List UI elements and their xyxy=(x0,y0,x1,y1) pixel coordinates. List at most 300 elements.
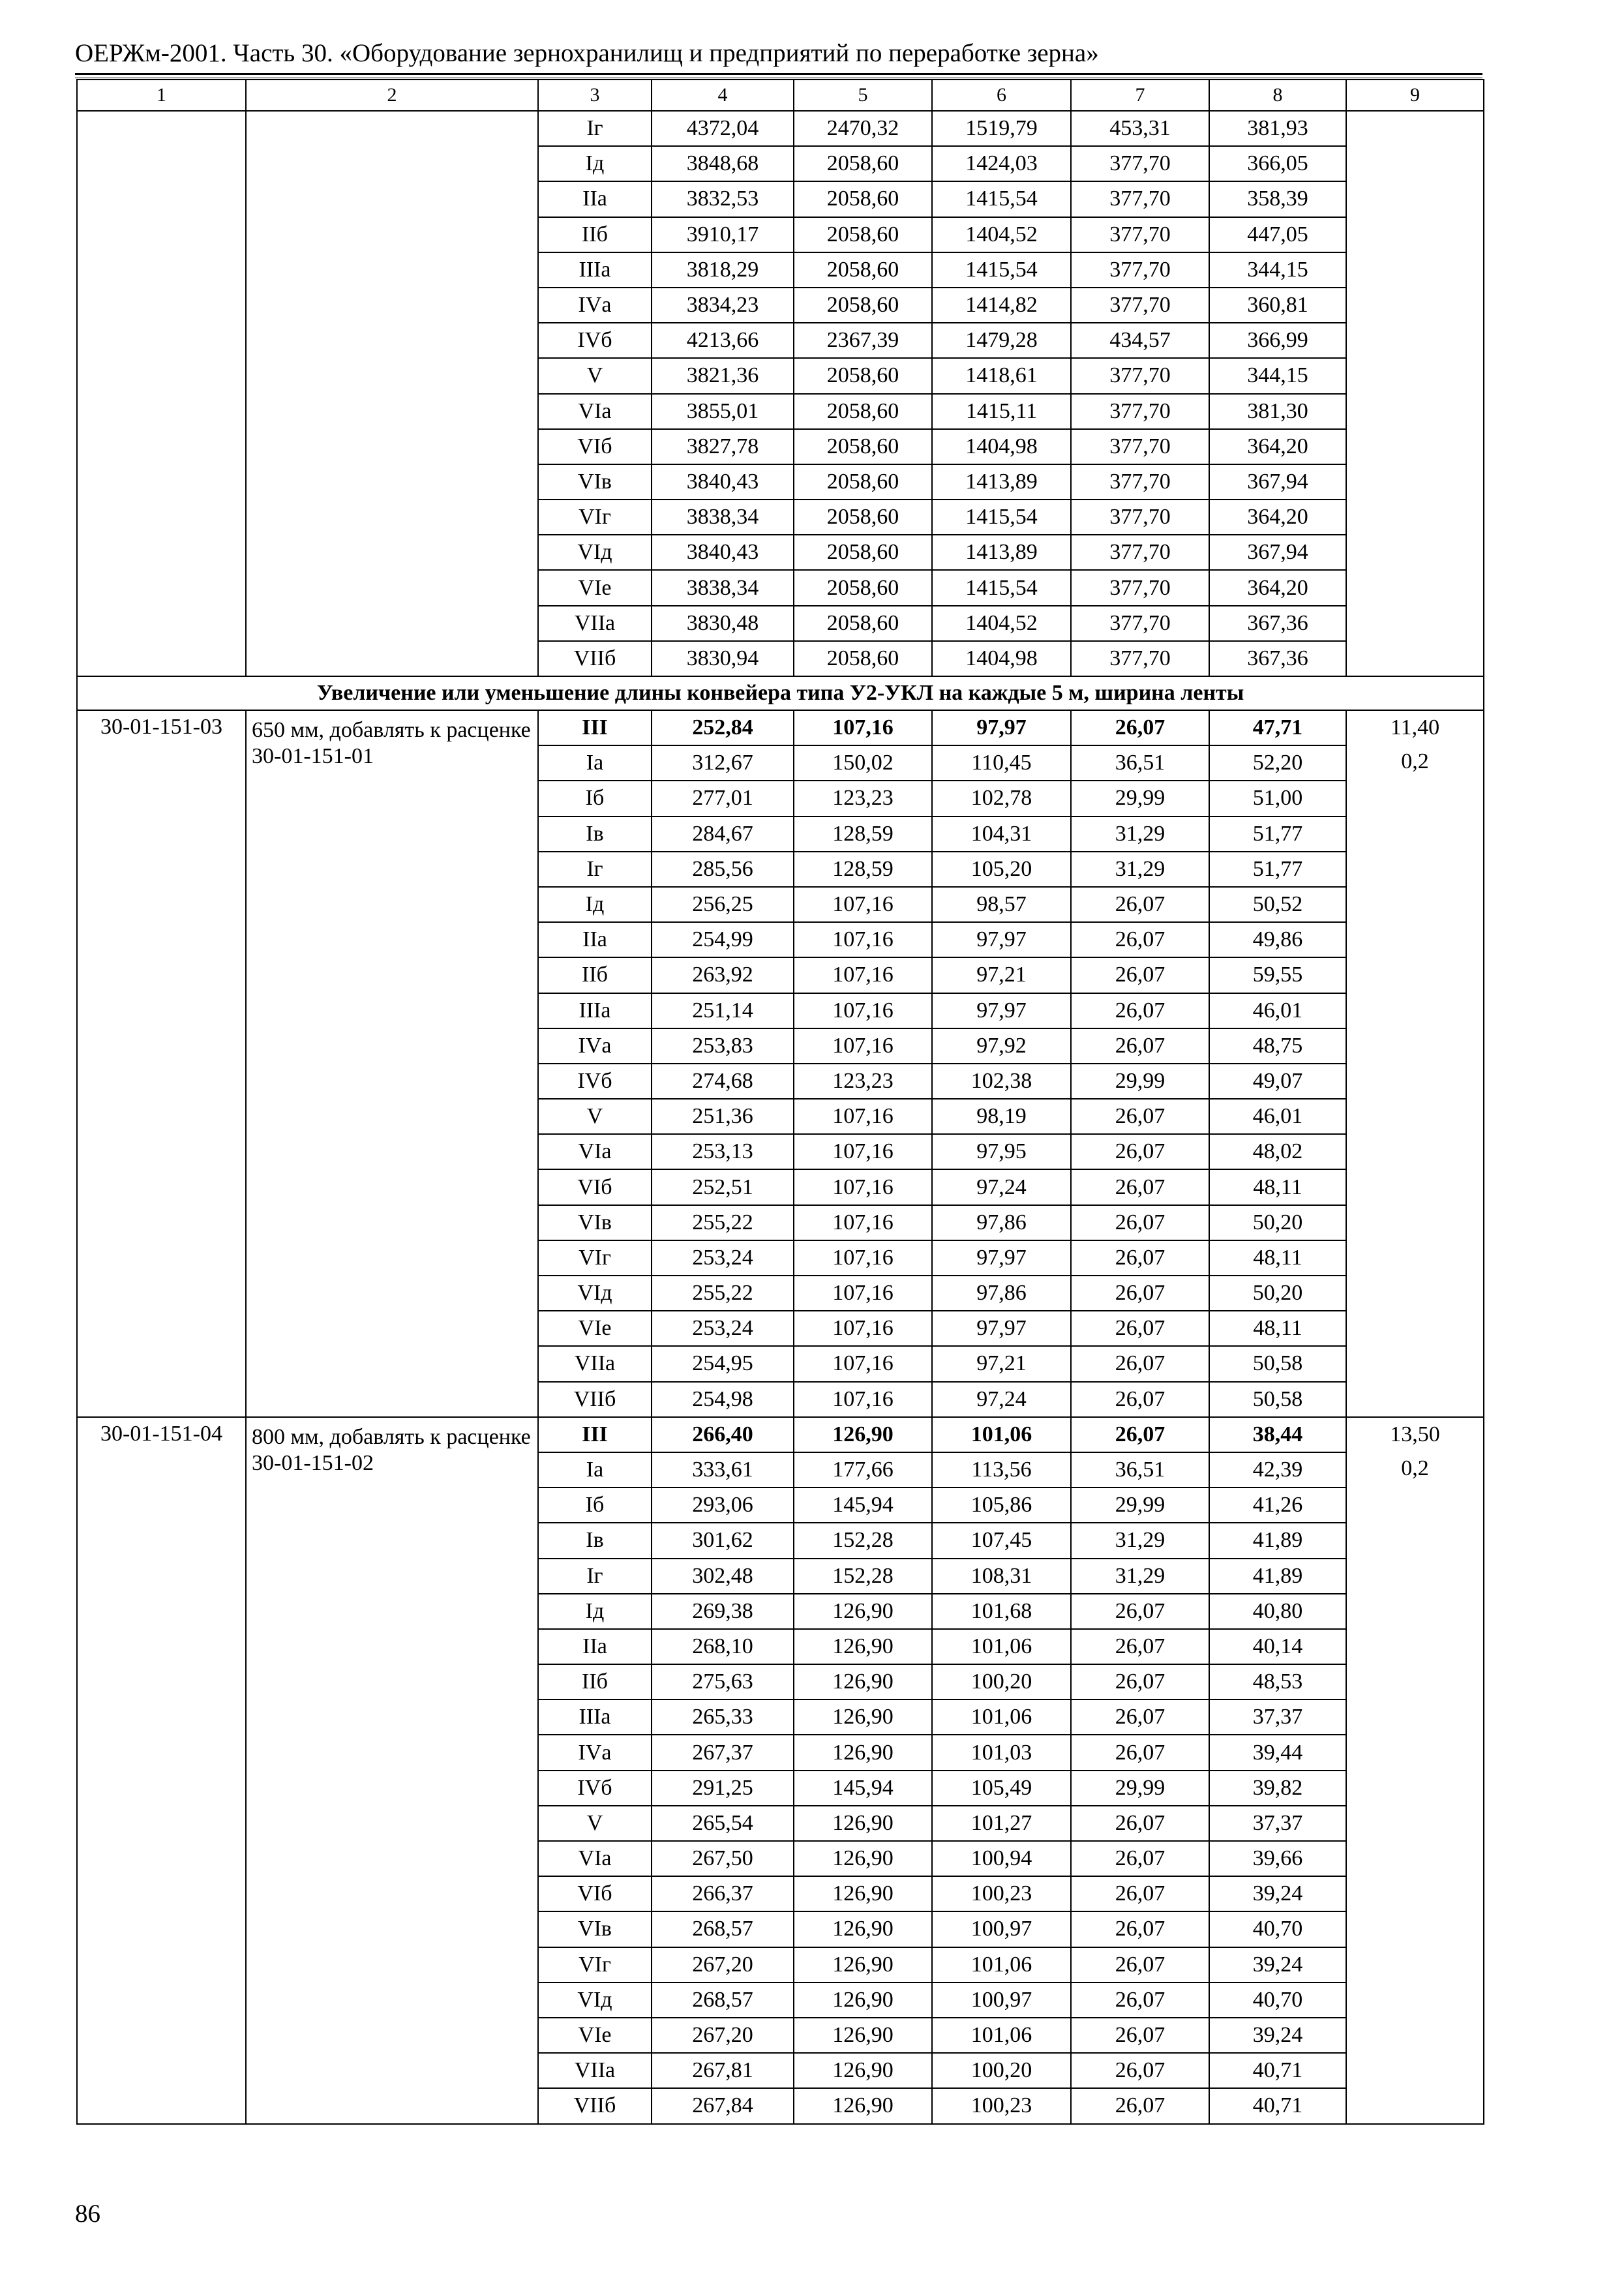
material-cost-cell: 48,75 xyxy=(1209,1028,1346,1064)
wage-cell: 126,90 xyxy=(794,1841,932,1876)
wage-cell: 2058,60 xyxy=(794,288,932,323)
region-cell: VIг xyxy=(538,500,652,535)
region-cell: VIд xyxy=(538,535,652,570)
direct-cost-cell: 3821,36 xyxy=(652,358,794,393)
machinist-labor-value: 0,2 xyxy=(1401,749,1429,773)
direct-cost-cell: 3848,68 xyxy=(652,146,794,181)
machine-cost-cell: 1415,54 xyxy=(932,252,1071,288)
wage-cell: 126,90 xyxy=(794,1594,932,1629)
material-cost-cell: 39,82 xyxy=(1209,1771,1346,1806)
machine-cost-cell: 105,86 xyxy=(932,1488,1071,1523)
machine-cost-cell: 97,97 xyxy=(932,993,1071,1028)
region-cell: VIе xyxy=(538,2018,652,2053)
rate-description: 800 мм, добавлять к расценке 30-01-151-02 xyxy=(246,1417,538,2124)
direct-cost-cell: 3818,29 xyxy=(652,252,794,288)
table-row xyxy=(77,111,1484,146)
direct-cost-cell: 3827,78 xyxy=(652,429,794,464)
machinist-wage-cell: 29,99 xyxy=(1071,1488,1209,1523)
description-cell-empty xyxy=(246,111,538,676)
machine-cost-cell: 98,57 xyxy=(932,887,1071,922)
wage-cell: 2058,60 xyxy=(794,535,932,570)
column-header: 9 xyxy=(1346,80,1484,111)
machinist-wage-cell: 26,07 xyxy=(1071,1169,1209,1204)
rate-code: 30-01-151-03 xyxy=(77,710,246,1417)
direct-cost-cell: 251,14 xyxy=(652,993,794,1028)
machine-cost-cell: 1415,54 xyxy=(932,500,1071,535)
wage-cell: 2058,60 xyxy=(794,358,932,393)
wage-cell: 2058,60 xyxy=(794,641,932,676)
machinist-wage-cell: 26,07 xyxy=(1071,1947,1209,1982)
region-cell: IIIа xyxy=(538,993,652,1028)
machine-cost-cell: 100,20 xyxy=(932,2053,1071,2088)
wage-cell: 2058,60 xyxy=(794,252,932,288)
wage-cell: 2058,60 xyxy=(794,429,932,464)
machine-cost-cell: 110,45 xyxy=(932,745,1071,781)
machine-cost-cell: 97,97 xyxy=(932,922,1071,957)
rate-description: 650 мм, добавлять к расценке 30-01-151-01 xyxy=(246,710,538,1417)
page-number: 86 xyxy=(75,2200,100,2228)
material-cost-cell: 41,89 xyxy=(1209,1559,1346,1594)
machinist-wage-cell: 26,07 xyxy=(1071,1205,1209,1240)
machine-cost-cell: 97,21 xyxy=(932,1346,1071,1381)
machinist-wage-cell: 377,70 xyxy=(1071,217,1209,252)
machine-cost-cell: 105,20 xyxy=(932,852,1071,887)
machinist-wage-cell: 26,07 xyxy=(1071,1982,1209,2018)
machinist-wage-cell: 26,07 xyxy=(1071,1876,1209,1911)
region-cell: IVа xyxy=(538,288,652,323)
labor-norms-cell xyxy=(1346,710,1484,1417)
material-cost-cell: 367,36 xyxy=(1209,606,1346,641)
wage-cell: 107,16 xyxy=(794,1169,932,1204)
wage-cell: 2058,60 xyxy=(794,394,932,429)
material-cost-cell: 360,81 xyxy=(1209,288,1346,323)
material-cost-cell: 41,26 xyxy=(1209,1488,1346,1523)
machine-cost-cell: 101,27 xyxy=(932,1806,1071,1841)
region-cell: Iг xyxy=(538,111,652,146)
machine-cost-cell: 1418,61 xyxy=(932,358,1071,393)
machinist-wage-cell: 31,29 xyxy=(1071,1559,1209,1594)
machinist-wage-cell: 26,07 xyxy=(1071,1099,1209,1134)
material-cost-cell: 39,24 xyxy=(1209,2018,1346,2053)
machine-cost-cell: 108,31 xyxy=(932,1559,1071,1594)
region-cell: IIIа xyxy=(538,1699,652,1735)
machinist-wage-cell: 26,07 xyxy=(1071,2053,1209,2088)
machinist-wage-cell: 434,57 xyxy=(1071,323,1209,358)
material-cost-cell: 38,44 xyxy=(1209,1417,1346,1452)
material-cost-cell: 50,20 xyxy=(1209,1276,1346,1311)
wage-cell: 107,16 xyxy=(794,1240,932,1276)
machine-cost-cell: 101,68 xyxy=(932,1594,1071,1629)
direct-cost-cell: 263,92 xyxy=(652,957,794,993)
machine-cost-cell: 1404,98 xyxy=(932,641,1071,676)
machinist-wage-cell: 26,07 xyxy=(1071,1276,1209,1311)
machine-cost-cell: 1413,89 xyxy=(932,464,1071,500)
region-cell: VIIб xyxy=(538,1382,652,1417)
machinist-wage-cell: 36,51 xyxy=(1071,1452,1209,1488)
header-rule-thick xyxy=(75,73,1482,75)
machine-cost-cell: 102,78 xyxy=(932,781,1071,816)
machine-cost-cell: 101,06 xyxy=(932,1699,1071,1735)
material-cost-cell: 47,71 xyxy=(1209,710,1346,745)
column-header: 5 xyxy=(794,80,932,111)
region-cell: VIв xyxy=(538,464,652,500)
material-cost-cell: 447,05 xyxy=(1209,217,1346,252)
machinist-wage-cell: 377,70 xyxy=(1071,606,1209,641)
machinist-wage-cell: 377,70 xyxy=(1071,641,1209,676)
machine-cost-cell: 1415,54 xyxy=(932,570,1071,605)
wage-cell: 126,90 xyxy=(794,1735,932,1770)
direct-cost-cell: 252,51 xyxy=(652,1169,794,1204)
region-cell: Iд xyxy=(538,1594,652,1629)
material-cost-cell: 48,53 xyxy=(1209,1664,1346,1699)
machine-cost-cell: 1415,11 xyxy=(932,394,1071,429)
material-cost-cell: 39,24 xyxy=(1209,1947,1346,1982)
machine-cost-cell: 1404,52 xyxy=(932,217,1071,252)
direct-cost-cell: 3838,34 xyxy=(652,570,794,605)
wage-cell: 2470,32 xyxy=(794,111,932,146)
material-cost-cell: 364,20 xyxy=(1209,570,1346,605)
material-cost-cell: 381,93 xyxy=(1209,111,1346,146)
machinist-wage-cell: 377,70 xyxy=(1071,288,1209,323)
material-cost-cell: 48,11 xyxy=(1209,1169,1346,1204)
machine-cost-cell: 97,24 xyxy=(932,1382,1071,1417)
direct-cost-cell: 291,25 xyxy=(652,1771,794,1806)
machinist-wage-cell: 26,07 xyxy=(1071,1382,1209,1417)
material-cost-cell: 42,39 xyxy=(1209,1452,1346,1488)
wage-cell: 177,66 xyxy=(794,1452,932,1488)
wage-cell: 126,90 xyxy=(794,1629,932,1664)
machinist-wage-cell: 36,51 xyxy=(1071,745,1209,781)
region-cell: VIб xyxy=(538,1876,652,1911)
material-cost-cell: 46,01 xyxy=(1209,993,1346,1028)
material-cost-cell: 39,44 xyxy=(1209,1735,1346,1770)
machinist-wage-cell: 26,07 xyxy=(1071,1134,1209,1169)
material-cost-cell: 367,94 xyxy=(1209,464,1346,500)
wage-cell: 107,16 xyxy=(794,957,932,993)
labor-cost-value: 13,50 xyxy=(1390,1422,1440,1446)
machine-cost-cell: 97,97 xyxy=(932,1311,1071,1346)
region-cell: VIIа xyxy=(538,606,652,641)
direct-cost-cell: 267,50 xyxy=(652,1841,794,1876)
machine-cost-cell: 100,97 xyxy=(932,1911,1071,1947)
machinist-wage-cell: 26,07 xyxy=(1071,922,1209,957)
wage-cell: 2058,60 xyxy=(794,181,932,217)
machinist-wage-cell: 26,07 xyxy=(1071,1311,1209,1346)
wage-cell: 128,59 xyxy=(794,852,932,887)
material-cost-cell: 51,77 xyxy=(1209,852,1346,887)
machinist-wage-cell: 26,07 xyxy=(1071,1629,1209,1664)
material-cost-cell: 52,20 xyxy=(1209,745,1346,781)
direct-cost-cell: 253,13 xyxy=(652,1134,794,1169)
material-cost-cell: 46,01 xyxy=(1209,1099,1346,1134)
direct-cost-cell: 3834,23 xyxy=(652,288,794,323)
material-cost-cell: 49,07 xyxy=(1209,1064,1346,1099)
machine-cost-cell: 102,38 xyxy=(932,1064,1071,1099)
wage-cell: 126,90 xyxy=(794,1699,932,1735)
region-cell: IIб xyxy=(538,217,652,252)
region-cell: VIа xyxy=(538,1134,652,1169)
direct-cost-cell: 256,25 xyxy=(652,887,794,922)
direct-cost-cell: 267,84 xyxy=(652,2088,794,2123)
machinist-wage-cell: 377,70 xyxy=(1071,464,1209,500)
machine-cost-cell: 97,95 xyxy=(932,1134,1071,1169)
machinist-wage-cell: 31,29 xyxy=(1071,1523,1209,1558)
direct-cost-cell: 265,33 xyxy=(652,1699,794,1735)
region-cell: Iб xyxy=(538,1488,652,1523)
direct-cost-cell: 274,68 xyxy=(652,1064,794,1099)
region-cell: IVб xyxy=(538,1064,652,1099)
machinist-wage-cell: 29,99 xyxy=(1071,1064,1209,1099)
machine-cost-cell: 100,23 xyxy=(932,1876,1071,1911)
material-cost-cell: 40,71 xyxy=(1209,2053,1346,2088)
material-cost-cell: 48,11 xyxy=(1209,1311,1346,1346)
region-cell: Iг xyxy=(538,852,652,887)
machinist-wage-cell: 26,07 xyxy=(1071,1699,1209,1735)
material-cost-cell: 366,99 xyxy=(1209,323,1346,358)
region-cell: Iа xyxy=(538,745,652,781)
direct-cost-cell: 268,57 xyxy=(652,1911,794,1947)
wage-cell: 2058,60 xyxy=(794,217,932,252)
machinist-wage-cell: 26,07 xyxy=(1071,887,1209,922)
material-cost-cell: 51,77 xyxy=(1209,816,1346,852)
column-header: 4 xyxy=(652,80,794,111)
machinist-wage-cell: 31,29 xyxy=(1071,816,1209,852)
machinist-wage-cell: 26,07 xyxy=(1071,1841,1209,1876)
machine-cost-cell: 97,24 xyxy=(932,1169,1071,1204)
region-cell: Iв xyxy=(538,816,652,852)
direct-cost-cell: 284,67 xyxy=(652,816,794,852)
region-cell: Iг xyxy=(538,1559,652,1594)
direct-cost-cell: 265,54 xyxy=(652,1806,794,1841)
machinist-wage-cell: 26,07 xyxy=(1071,2088,1209,2123)
section-heading-row xyxy=(77,676,1484,710)
direct-cost-cell: 266,37 xyxy=(652,1876,794,1911)
machine-cost-cell: 100,20 xyxy=(932,1664,1071,1699)
wage-cell: 126,90 xyxy=(794,1417,932,1452)
region-cell: VIб xyxy=(538,429,652,464)
machinist-wage-cell: 26,07 xyxy=(1071,1735,1209,1770)
machinist-wage-cell: 377,70 xyxy=(1071,252,1209,288)
machinist-wage-cell: 29,99 xyxy=(1071,781,1209,816)
machine-cost-cell: 101,06 xyxy=(932,2018,1071,2053)
wage-cell: 107,16 xyxy=(794,1346,932,1381)
wage-cell: 2058,60 xyxy=(794,606,932,641)
direct-cost-cell: 268,10 xyxy=(652,1629,794,1664)
region-cell: III xyxy=(538,710,652,745)
machinist-wage-cell: 26,07 xyxy=(1071,957,1209,993)
wage-cell: 145,94 xyxy=(794,1771,932,1806)
material-cost-cell: 40,70 xyxy=(1209,1982,1346,2018)
region-cell: Iб xyxy=(538,781,652,816)
column-header: 8 xyxy=(1209,80,1346,111)
machinist-wage-cell: 377,70 xyxy=(1071,358,1209,393)
direct-cost-cell: 255,22 xyxy=(652,1276,794,1311)
machinist-wage-cell: 26,07 xyxy=(1071,1664,1209,1699)
material-cost-cell: 51,00 xyxy=(1209,781,1346,816)
direct-cost-cell: 267,20 xyxy=(652,1947,794,1982)
direct-cost-cell: 302,48 xyxy=(652,1559,794,1594)
direct-cost-cell: 253,24 xyxy=(652,1311,794,1346)
material-cost-cell: 48,11 xyxy=(1209,1240,1346,1276)
material-cost-cell: 39,66 xyxy=(1209,1841,1346,1876)
region-cell: VIIб xyxy=(538,2088,652,2123)
machinist-wage-cell: 29,99 xyxy=(1071,1771,1209,1806)
machine-cost-cell: 100,97 xyxy=(932,1982,1071,2018)
material-cost-cell: 344,15 xyxy=(1209,252,1346,288)
page-header: ОЕРЖм-2001. Часть 30. «Оборудование зернохранилищ и предприятий по переработке зерна» xyxy=(75,39,1099,67)
region-cell: VIб xyxy=(538,1169,652,1204)
region-cell: IVа xyxy=(538,1028,652,1064)
region-cell: VIг xyxy=(538,1947,652,1982)
machinist-wage-cell: 26,07 xyxy=(1071,1028,1209,1064)
wage-cell: 126,90 xyxy=(794,1806,932,1841)
material-cost-cell: 50,52 xyxy=(1209,887,1346,922)
direct-cost-cell: 253,83 xyxy=(652,1028,794,1064)
wage-cell: 2058,60 xyxy=(794,146,932,181)
machine-cost-cell: 1404,98 xyxy=(932,429,1071,464)
material-cost-cell: 59,55 xyxy=(1209,957,1346,993)
column-header: 6 xyxy=(932,80,1071,111)
wage-cell: 126,90 xyxy=(794,1876,932,1911)
direct-cost-cell: 251,36 xyxy=(652,1099,794,1134)
region-cell: IVб xyxy=(538,1771,652,1806)
machine-cost-cell: 1404,52 xyxy=(932,606,1071,641)
wage-cell: 126,90 xyxy=(794,1911,932,1947)
region-cell: Iд xyxy=(538,146,652,181)
machine-cost-cell: 105,49 xyxy=(932,1771,1071,1806)
wage-cell: 107,16 xyxy=(794,1134,932,1169)
machine-cost-cell: 107,45 xyxy=(932,1523,1071,1558)
machine-cost-cell: 97,86 xyxy=(932,1276,1071,1311)
wage-cell: 126,90 xyxy=(794,1947,932,1982)
machinist-wage-cell: 26,07 xyxy=(1071,1346,1209,1381)
machinist-wage-cell: 26,07 xyxy=(1071,993,1209,1028)
direct-cost-cell: 267,81 xyxy=(652,2053,794,2088)
region-cell: IIб xyxy=(538,957,652,993)
machine-cost-cell: 97,21 xyxy=(932,957,1071,993)
machinist-wage-cell: 26,07 xyxy=(1071,1417,1209,1452)
material-cost-cell: 40,71 xyxy=(1209,2088,1346,2123)
wage-cell: 128,59 xyxy=(794,816,932,852)
direct-cost-cell: 275,63 xyxy=(652,1664,794,1699)
machine-cost-cell: 101,03 xyxy=(932,1735,1071,1770)
direct-cost-cell: 3910,17 xyxy=(652,217,794,252)
wage-cell: 107,16 xyxy=(794,993,932,1028)
region-cell: IIIа xyxy=(538,252,652,288)
wage-cell: 152,28 xyxy=(794,1559,932,1594)
column-header: 2 xyxy=(246,80,538,111)
direct-cost-cell: 268,57 xyxy=(652,1982,794,2018)
material-cost-cell: 37,37 xyxy=(1209,1806,1346,1841)
direct-cost-cell: 252,84 xyxy=(652,710,794,745)
material-cost-cell: 41,89 xyxy=(1209,1523,1346,1558)
direct-cost-cell: 254,98 xyxy=(652,1382,794,1417)
direct-cost-cell: 4213,66 xyxy=(652,323,794,358)
column-header: 1 xyxy=(77,80,246,111)
material-cost-cell: 344,15 xyxy=(1209,358,1346,393)
wage-cell: 150,02 xyxy=(794,745,932,781)
direct-cost-cell: 3832,53 xyxy=(652,181,794,217)
machine-cost-cell: 113,56 xyxy=(932,1452,1071,1488)
material-cost-cell: 37,37 xyxy=(1209,1699,1346,1735)
rate-code: 30-01-151-04 xyxy=(77,1417,246,2124)
direct-cost-cell: 333,61 xyxy=(652,1452,794,1488)
direct-cost-cell: 293,06 xyxy=(652,1488,794,1523)
machine-cost-cell: 98,19 xyxy=(932,1099,1071,1134)
wage-cell: 107,16 xyxy=(794,1205,932,1240)
machine-cost-cell: 104,31 xyxy=(932,816,1071,852)
material-cost-cell: 40,70 xyxy=(1209,1911,1346,1947)
wage-cell: 126,90 xyxy=(794,2018,932,2053)
region-cell: IVа xyxy=(538,1735,652,1770)
region-cell: VIд xyxy=(538,1276,652,1311)
region-cell: IIа xyxy=(538,922,652,957)
wage-cell: 123,23 xyxy=(794,1064,932,1099)
direct-cost-cell: 312,67 xyxy=(652,745,794,781)
wage-cell: 126,90 xyxy=(794,2053,932,2088)
machinist-wage-cell: 377,70 xyxy=(1071,429,1209,464)
direct-cost-cell: 269,38 xyxy=(652,1594,794,1629)
region-cell: VIа xyxy=(538,394,652,429)
machine-cost-cell: 1424,03 xyxy=(932,146,1071,181)
region-cell: VIд xyxy=(538,1982,652,2018)
region-cell: VIIа xyxy=(538,1346,652,1381)
machinist-wage-cell: 377,70 xyxy=(1071,570,1209,605)
direct-cost-cell: 254,99 xyxy=(652,922,794,957)
machine-cost-cell: 1413,89 xyxy=(932,535,1071,570)
labor-cost-value: 11,40 xyxy=(1390,715,1440,740)
direct-cost-cell: 3840,43 xyxy=(652,464,794,500)
column-header: 7 xyxy=(1071,80,1209,111)
material-cost-cell: 48,02 xyxy=(1209,1134,1346,1169)
region-cell: V xyxy=(538,358,652,393)
machinist-wage-cell: 377,70 xyxy=(1071,535,1209,570)
direct-cost-cell: 3830,48 xyxy=(652,606,794,641)
code-cell-empty xyxy=(77,111,246,676)
region-cell: VIа xyxy=(538,1841,652,1876)
wage-cell: 107,16 xyxy=(794,1099,932,1134)
region-cell: VIIб xyxy=(538,641,652,676)
machinist-wage-cell: 377,70 xyxy=(1071,500,1209,535)
region-cell: V xyxy=(538,1099,652,1134)
region-cell: IIб xyxy=(538,1664,652,1699)
column-header-row xyxy=(77,80,1484,111)
machine-cost-cell: 100,23 xyxy=(932,2088,1071,2123)
wage-cell: 2058,60 xyxy=(794,570,932,605)
machinist-wage-cell: 26,07 xyxy=(1071,1240,1209,1276)
machinist-wage-cell: 31,29 xyxy=(1071,852,1209,887)
table-row xyxy=(77,1417,1484,1452)
machine-cost-cell: 1519,79 xyxy=(932,111,1071,146)
direct-cost-cell: 3830,94 xyxy=(652,641,794,676)
wage-cell: 126,90 xyxy=(794,1982,932,2018)
machinist-labor-value: 0,2 xyxy=(1401,1456,1429,1480)
machinist-wage-cell: 26,07 xyxy=(1071,1594,1209,1629)
direct-cost-cell: 301,62 xyxy=(652,1523,794,1558)
region-cell: VIе xyxy=(538,570,652,605)
direct-cost-cell: 3855,01 xyxy=(652,394,794,429)
region-cell: V xyxy=(538,1806,652,1841)
direct-cost-cell: 266,40 xyxy=(652,1417,794,1452)
region-cell: Iв xyxy=(538,1523,652,1558)
direct-cost-cell: 253,24 xyxy=(652,1240,794,1276)
wage-cell: 123,23 xyxy=(794,781,932,816)
region-cell: Iа xyxy=(538,1452,652,1488)
region-cell: VIг xyxy=(538,1240,652,1276)
machinist-wage-cell: 26,07 xyxy=(1071,1806,1209,1841)
material-cost-cell: 39,24 xyxy=(1209,1876,1346,1911)
material-cost-cell: 50,58 xyxy=(1209,1346,1346,1381)
